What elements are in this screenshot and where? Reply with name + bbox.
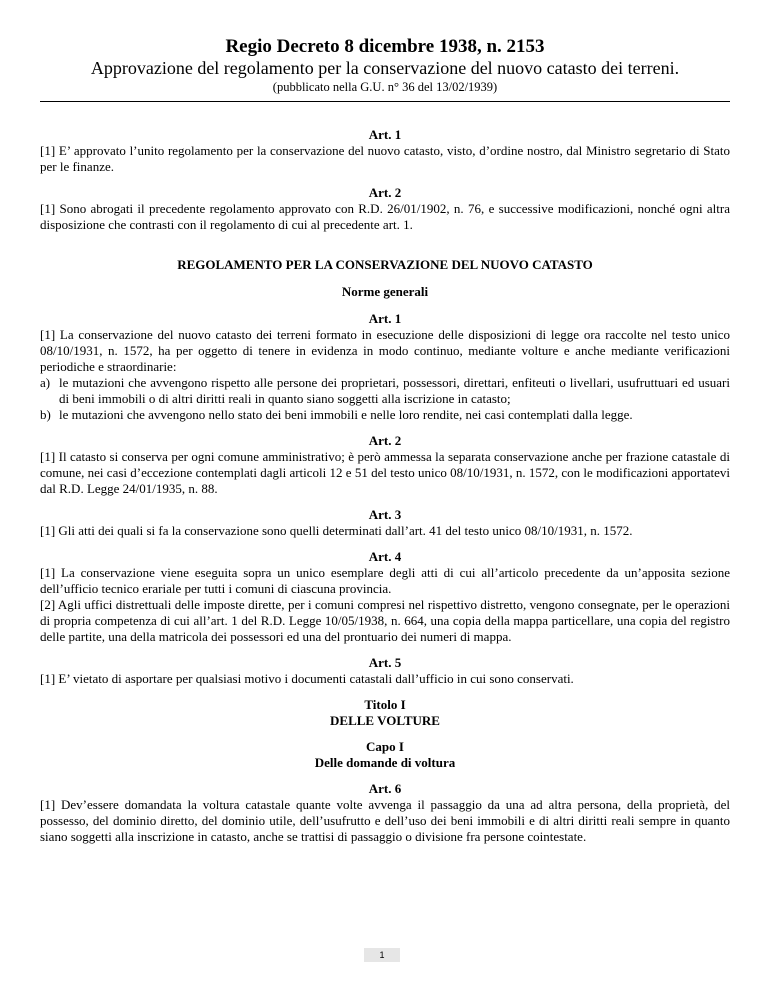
list-item-text: le mutazioni che avvengono nello stato dei beni immobili e nelle loro rendite, nei casi contemplati dalla legge.: [59, 407, 633, 422]
article-paragraph: [1] Dev’essere domandata la voltura catastale quante volte avvenga il passaggio da una ad altra persona, della proprietà, del possesso, del dominio diretto, del dominio utile, dell’usufrutto e dell’uso dei beni immobili e di altri diritti reali sempre in quanto siano soggetti alla inscrizione in catasto, anche se trattisi di passaggio o divisione fra persone cointestate.: [40, 797, 730, 844]
article-paragraph: [1] E’ vietato di asportare per qualsiasi motivo i documenti catastali dall’ufficio in cui sono conservati.: [40, 671, 574, 686]
decree-article-paragraph: [1] Sono abrogati il precedente regolamento approvato con R.D. 26/01/1902, n. 76, e successive modificazioni, nonché ogni altra disposizione che contrasti con il regolamento di cui al precedente art. 1.: [40, 201, 730, 232]
list-item-letter: a): [40, 375, 51, 390]
article-list: [40, 375, 730, 423]
list-item: [40, 375, 730, 407]
document-page: [40, 36, 730, 845]
article-title: Art. 5: [368, 655, 402, 670]
header-divider: [40, 101, 730, 102]
article-title: Art. 1: [368, 311, 402, 326]
article-title: Art. 2: [368, 433, 402, 448]
section-heading: Norme generali: [341, 284, 429, 299]
article-paragraph: [1] La conservazione del nuovo catasto dei terreni formato in esecuzione delle disposizioni di legge ora raccolte nel testo unico 08/10/1931, n. 1572, ha per oggetto di tenere in evidenza in modo continuo, mediante volture e anche mediante verificazioni periodiche e straordinarie:: [40, 327, 730, 374]
document-subtitle: Approvazione del regolamento per la conservazione del nuovo catasto dei terreni.: [90, 58, 680, 78]
list-item-text: le mutazioni che avvengono rispetto alle persone dei proprietari, possessori, direttari, enfiteuti o livellari, usufruttuari ed usuari di beni immobili o di altri diritti reali in quanto siano soggetti alla iscrizione in catasto;: [59, 375, 730, 406]
document-title: Regio Decreto 8 dicembre 1938, n. 2153: [225, 36, 545, 57]
article-title: Art. 3: [368, 507, 402, 522]
decree-article-paragraph: [1] E’ approvato l’unito regolamento per la conservazione del nuovo catasto, visto, d’ordine nostro, dal Ministro segretario di Stato per le finanze.: [40, 143, 730, 174]
article-paragraph: [1] Gli atti dei quali si fa la conservazione sono quelli determinati dall’art. 41 del testo unico 08/10/1931, n. 1572.: [40, 523, 633, 538]
page-number: 1: [364, 948, 400, 962]
capo-label: Capo I: [366, 739, 404, 754]
list-item: [40, 407, 730, 423]
decree-article-title: Art. 1: [368, 127, 402, 142]
article-paragraph: [1] Il catasto si conserva per ogni comune amministrativo; è però ammessa la separata conservazione anche per frazione catastale di comune, nei casi d’eccezione contemplati dagli articoli 12 e 51 del testo unico 08/10/1931, n. 1572, con le modificazioni apportatevi dal R.D. Legge 24/01/1935, n. 88.: [40, 449, 730, 496]
decree-article-title: Art. 2: [368, 185, 402, 200]
publication-note: (pubblicato nella G.U. n° 36 del 13/02/1939): [272, 80, 498, 94]
titolo-label: Titolo I: [364, 697, 406, 712]
regulation-title: REGOLAMENTO PER LA CONSERVAZIONE DEL NUOVO CATASTO: [177, 257, 593, 272]
list-item-letter: b): [40, 407, 51, 422]
titolo-name: DELLE VOLTURE: [330, 713, 440, 728]
article-title: Art. 4: [368, 549, 402, 564]
article-paragraph: [2] Agli uffici distrettuali delle imposte dirette, per i comuni compresi nel rispettivo distretto, vengono consegnate, per le operazioni di propria competenza di cui all’art. 1 del R.D. Legge 10/05/1938, n. 664, una copia della mappa particellare, una copia del registro delle partite, una della matricola dei possessori ed una del prontuario dei numeri di mappa.: [40, 597, 730, 644]
article-paragraph: [1] La conservazione viene eseguita sopra un unico esemplare degli atti di cui all’articolo precedente da un’apposita sezione dell’ufficio tecnico erariale per tutti i comuni di ciascuna provincia.: [40, 565, 730, 596]
capo-name: Delle domande di voltura: [314, 755, 456, 770]
article-title: Art. 6: [368, 781, 402, 796]
